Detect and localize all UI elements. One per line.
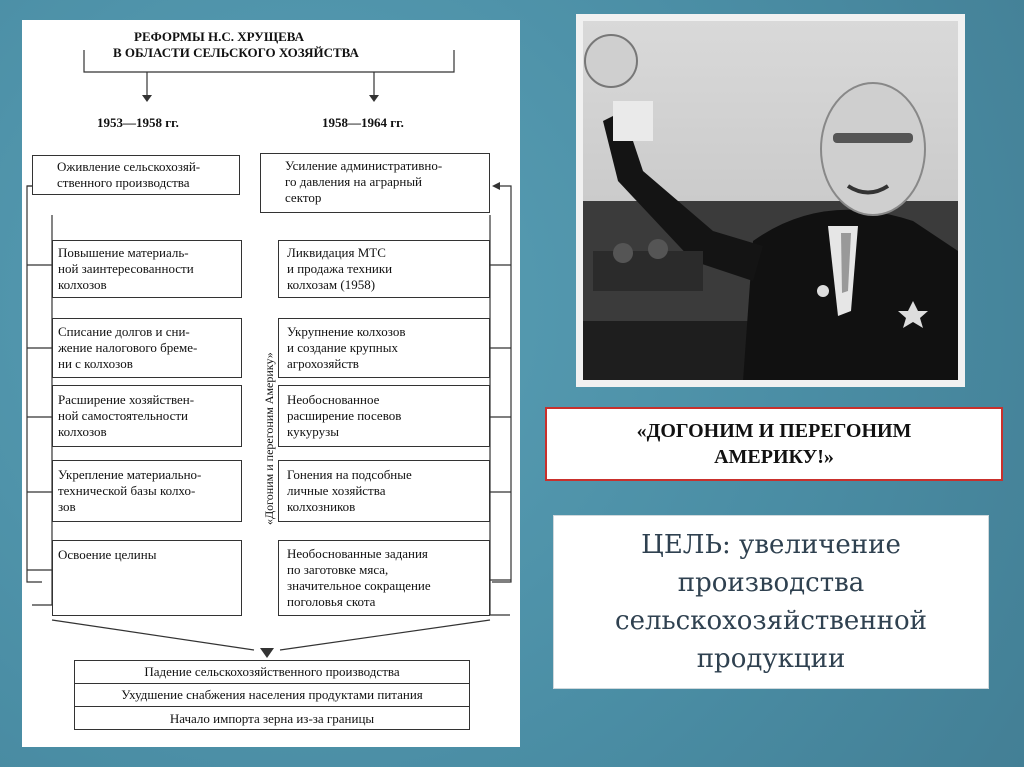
right-head-text: Усиление административно- го давления на аграрный сектор: [285, 158, 443, 205]
right-item-text: Ликвидация МТС и продажа техники колхозам (1958): [287, 245, 393, 292]
right-item-3: [278, 385, 490, 447]
left-head-box: [32, 155, 240, 195]
slogan-box: «ДОГОНИМ И ПЕРЕГОНИМ АМЕРИКУ!»: [545, 407, 1003, 481]
right-item-text: Гонения на подсобные личные хозяйства колхозников: [287, 467, 412, 514]
goal-box: [553, 515, 989, 689]
left-head-text: Оживление сельскохозяй- ственного производства: [57, 159, 201, 190]
goal-text: : увеличение производства сельскохозяйственной продукции: [615, 530, 927, 674]
left-item-text: Списание долгов и сни- жение налогового бреме- ни с колхозов: [58, 324, 198, 371]
period-left: 1953—1958 гг.: [97, 115, 179, 130]
right-item-1: [278, 240, 490, 298]
right-item-4: [278, 460, 490, 522]
period-right: 1958—1964 гг.: [322, 115, 404, 130]
photo-illustration: [583, 21, 958, 380]
right-item-text: Укрупнение колхозов и создание крупных агрохозяйств: [287, 324, 406, 371]
left-item-text: Расширение хозяйствен- ной самостоятельности колхозов: [58, 392, 195, 439]
result-2: Ухудшение снабжения населения продуктами питания: [121, 687, 423, 702]
left-item-3: [52, 385, 242, 447]
right-item-text: Необоснованное расширение посевов кукурузы: [287, 392, 402, 439]
goal-label: ЦЕЛЬ: [641, 530, 723, 560]
diagram-title-line1: РЕФОРМЫ Н.С. ХРУЩЕВА: [134, 29, 305, 44]
reforms-diagram: [22, 20, 520, 747]
right-item-text: Необоснованные задания по заготовке мяса, значительное сокращение поголовья скота: [287, 546, 431, 609]
results-box: [74, 660, 470, 730]
left-item-text: Освоение целины: [58, 547, 157, 562]
right-item-2: [278, 318, 490, 378]
vertical-slogan: «Догоним и перегоним Америку»: [262, 352, 276, 525]
khrushchev-photo: [576, 14, 965, 387]
left-item-2: [52, 318, 242, 378]
left-item-5: [52, 540, 242, 616]
left-item-4: [52, 460, 242, 522]
left-item-text: Укрепление материально- технической базы колхо- зов: [58, 467, 202, 514]
result-1: Падение сельскохозяйственного производства: [144, 664, 400, 679]
diagram-title-line2: В ОБЛАСТИ СЕЛЬСКОГО ХОЗЯЙСТВА: [113, 45, 359, 60]
goal-text-wrap: [574, 526, 968, 678]
result-3: Начало импорта зерна из-за границы: [169, 711, 375, 726]
right-item-5: [278, 540, 490, 616]
right-head-box: [260, 153, 490, 213]
left-item-1: [52, 240, 242, 298]
left-item-text: Повышение материаль- ной заинтересованности колхозов: [58, 245, 194, 292]
